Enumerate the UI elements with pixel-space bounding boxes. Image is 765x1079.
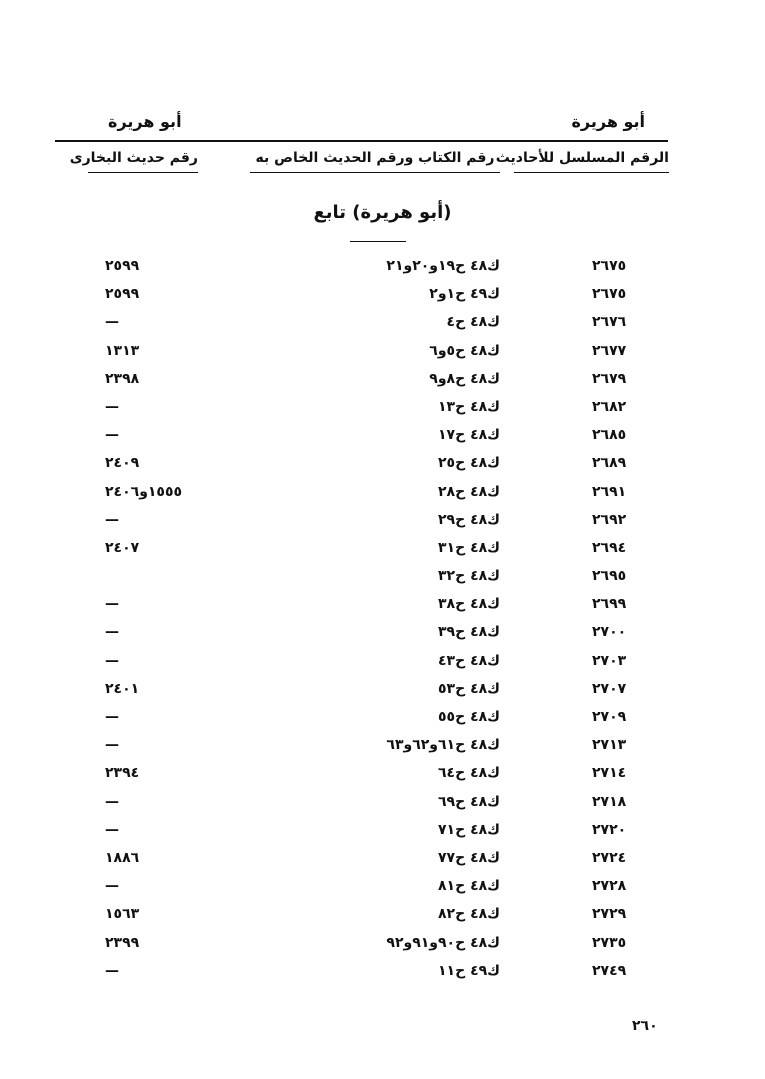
table-row <box>0 731 765 759</box>
bukhari-number: — <box>105 709 119 725</box>
bukhari-number: ١٥٦٣ <box>105 906 140 923</box>
table-row <box>0 929 765 957</box>
book-hadith-ref: ك٤٨ ح٣٨ <box>438 596 500 613</box>
serial-number: ٢٦٧٦ <box>592 314 627 331</box>
serial-number: ٢٧٢٨ <box>592 878 627 895</box>
bukhari-number: ٢٤٠٩ <box>105 455 140 472</box>
bukhari-number: ٢٤٠٧ <box>105 539 140 556</box>
serial-number: ٢٧٢٩ <box>592 906 627 923</box>
serial-number: ٢٦٩١ <box>592 483 627 500</box>
book-hadith-ref: ك٤٨ ح٧٧ <box>438 849 500 866</box>
serial-number: ٢٦٩٢ <box>592 511 627 528</box>
bukhari-number: — <box>105 737 119 754</box>
bukhari-number: ٢٥٩٩ <box>105 258 140 274</box>
book-hadith-ref: ك٤٨ ح٨١ <box>438 878 500 895</box>
table-row <box>0 759 765 787</box>
serial-number: ٢٦٧٥ <box>592 258 627 274</box>
serial-number: ٢٦٨٥ <box>592 427 627 444</box>
bukhari-number: — <box>105 652 119 669</box>
serial-number: ٢٦٩٥ <box>592 568 627 585</box>
table-row <box>0 618 765 646</box>
bukhari-number: — <box>105 398 119 415</box>
bukhari-number: — <box>105 962 119 979</box>
book-hadith-ref: ك٤٨ ح١٧ <box>438 427 500 444</box>
table-row <box>0 506 765 534</box>
bukhari-number: — <box>105 427 119 444</box>
bukhari-number: ٢٣٩٩ <box>105 934 140 951</box>
page-number: ٢٦٠ <box>632 1018 658 1034</box>
book-hadith-ref: ك٤٨ ح٩٠و٩١و٩٢ <box>386 934 500 951</box>
book-hadith-ref: ك٤٨ ح٤ <box>446 314 500 331</box>
book-hadith-ref: ك٤٩ ح١و٢ <box>429 286 500 303</box>
column-header-serial: الرقم المسلسل للأحاديث <box>514 150 669 173</box>
table-row <box>0 590 765 618</box>
book-hadith-ref: ك٤٨ ح٦١و٦٢و٦٣ <box>386 737 500 754</box>
table-row <box>0 900 765 928</box>
book-hadith-ref: ك٤٩ ح١١ <box>438 962 500 979</box>
table-row <box>0 844 765 872</box>
book-hadith-ref: ك٤٨ ح٦٤ <box>438 765 500 782</box>
table-row <box>0 703 765 731</box>
book-hadith-ref: ك٤٨ ح٣٩ <box>438 624 500 641</box>
hadith-table <box>0 252 765 985</box>
serial-number: ٢٦٨٢ <box>592 398 627 415</box>
book-hadith-ref: ك٤٨ ح٢٥ <box>438 455 500 472</box>
bukhari-number: — <box>105 314 119 331</box>
header-rule <box>55 140 668 142</box>
book-hadith-ref: ك٤٨ ح١٣ <box>438 398 500 415</box>
book-hadith-ref: ك٤٨ ح٣٢ <box>438 568 500 585</box>
book-hadith-ref: ك٤٨ ح٢٩ <box>438 511 500 528</box>
serial-number: ٢٧٣٥ <box>592 934 627 951</box>
table-row <box>0 393 765 421</box>
column-header-bukhari: رقم حديث البخارى <box>88 150 198 173</box>
serial-number: ٢٧٠٧ <box>592 680 627 697</box>
table-row <box>0 252 765 280</box>
bukhari-number: — <box>105 511 119 528</box>
bukhari-number: ٢٥٩٩ <box>105 286 140 303</box>
book-hadith-ref: ك٤٨ ح٨و٩ <box>429 370 500 387</box>
book-hadith-ref: ك٤٨ ح٢٨ <box>438 483 500 500</box>
serial-number: ٢٧١٣ <box>592 737 627 754</box>
book-hadith-ref: ك٤٨ ح٧١ <box>438 821 500 838</box>
table-row <box>0 788 765 816</box>
bukhari-number: ١٨٨٦ <box>105 849 140 866</box>
column-header-book-ref: رقم الكتاب ورقم الحديث الخاص به <box>250 150 500 173</box>
serial-number: ٢٧٠٩ <box>592 709 627 725</box>
bukhari-number: — <box>105 878 119 895</box>
running-head-right: أبو هريرة <box>571 112 645 131</box>
bukhari-number: ٢٣٩٤ <box>105 765 140 782</box>
table-row <box>0 675 765 703</box>
serial-number: ٢٧٢٠ <box>592 821 627 838</box>
bukhari-number: ١٣١٣ <box>105 342 140 359</box>
serial-number: ٢٧٠٠ <box>592 624 627 641</box>
serial-number: ٢٦٩٩ <box>592 596 627 613</box>
book-hadith-ref: ك٤٨ ح٥و٦ <box>429 342 500 359</box>
bukhari-number: — <box>105 793 119 810</box>
table-row <box>0 647 765 675</box>
serial-number: ٢٦٧٩ <box>592 370 627 387</box>
bukhari-number: — <box>105 821 119 838</box>
table-row <box>0 534 765 562</box>
bukhari-number: — <box>105 596 119 613</box>
table-row <box>0 365 765 393</box>
book-hadith-ref: ك٤٨ ح٦٩ <box>438 793 500 810</box>
serial-number: ٢٦٧٧ <box>592 342 627 359</box>
bukhari-number: ٢٣٩٨ <box>105 370 140 387</box>
book-hadith-ref: ك٤٨ ح٥٣ <box>438 680 500 697</box>
section-title: (أبو هريرة) تابع <box>313 202 452 223</box>
book-hadith-ref: ك٤٨ ح٣١ <box>438 539 500 556</box>
serial-number: ٢٧٢٤ <box>592 849 627 866</box>
serial-number: ٢٧٤٩ <box>592 962 627 979</box>
book-hadith-ref: ك٤٨ ح٥٥ <box>438 709 500 725</box>
serial-number: ٢٧١٤ <box>592 765 627 782</box>
serial-number: ٢٦٧٥ <box>592 286 627 303</box>
table-row <box>0 872 765 900</box>
book-hadith-ref: ك٤٨ ح٤٣ <box>438 652 500 669</box>
serial-number: ٢٧٠٣ <box>592 652 627 669</box>
table-row <box>0 421 765 449</box>
running-head-left: أبو هريرة <box>108 112 182 131</box>
bukhari-number: ٢٤٠١ <box>105 680 140 697</box>
bukhari-number: — <box>105 624 119 641</box>
section-underline <box>350 241 406 242</box>
table-row <box>0 280 765 308</box>
table-row <box>0 562 765 590</box>
book-hadith-ref: ك٤٨ ح١٩و٢٠و٢١ <box>386 258 500 274</box>
table-row <box>0 957 765 985</box>
table-row <box>0 478 765 506</box>
book-hadith-ref: ك٤٨ ح٨٢ <box>438 906 500 923</box>
serial-number: ٢٦٨٩ <box>592 455 627 472</box>
table-row <box>0 308 765 336</box>
serial-number: ٢٦٩٤ <box>592 539 627 556</box>
table-row <box>0 816 765 844</box>
table-row <box>0 337 765 365</box>
serial-number: ٢٧١٨ <box>592 793 627 810</box>
table-row <box>0 449 765 477</box>
bukhari-number: ١٥٥٥و٢٤٠٦ <box>105 483 183 500</box>
